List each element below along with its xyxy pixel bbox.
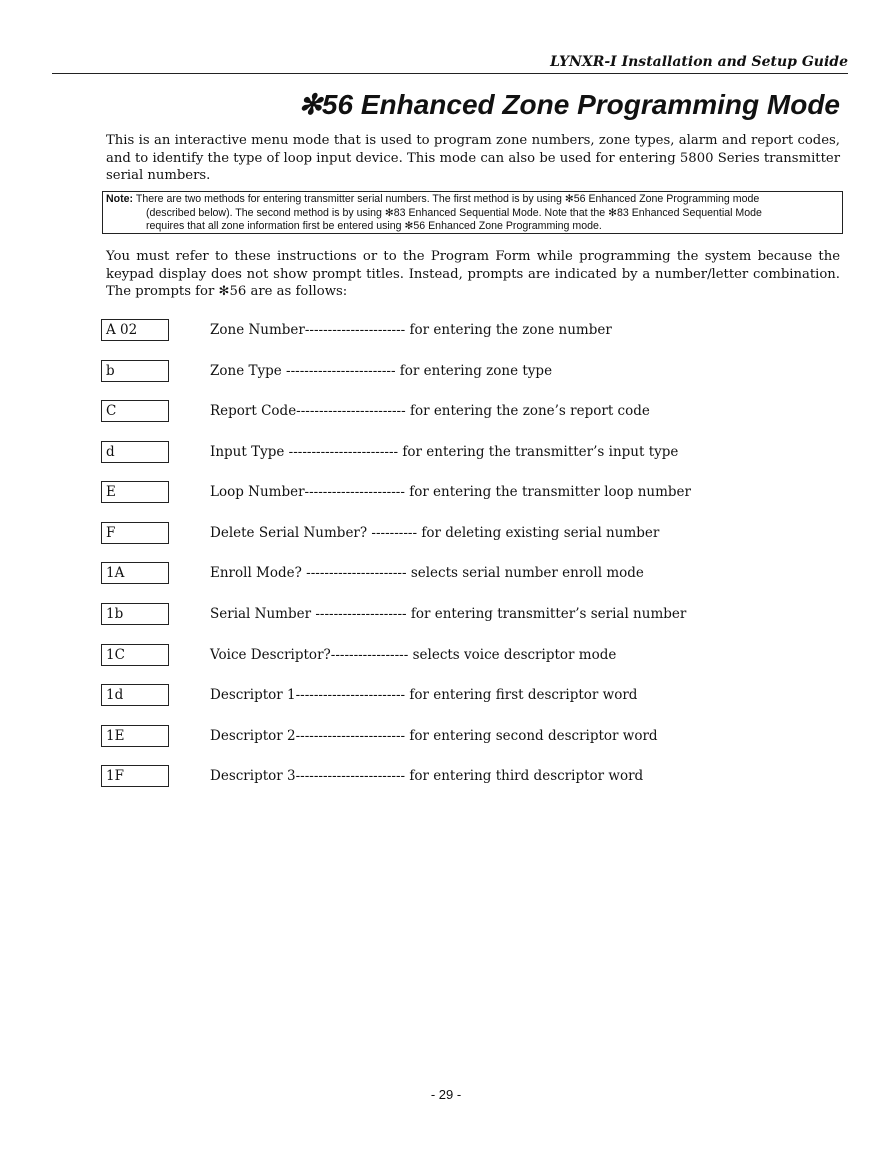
prompt-description: Delete Serial Number? ---------- for deleting existing serial number — [210, 525, 660, 541]
prompt-description: Zone Number---------------------- for entering the zone number — [210, 322, 612, 338]
prompt-code-box: 1C — [101, 644, 169, 666]
prompt-row — [0, 360, 892, 384]
prompt-code-box: F — [101, 522, 169, 544]
prompt-code-box: C — [101, 400, 169, 422]
prompt-description: Input Type ------------------------ for entering the transmitter’s input type — [210, 444, 679, 460]
prompt-row — [0, 319, 892, 343]
prompt-code-box: 1d — [101, 684, 169, 706]
prompt-description: Zone Type ------------------------ for entering zone type — [210, 363, 553, 379]
intro-paragraph: This is an interactive menu mode that is used to program zone numbers, zone types, alarm and report codes, and to identify the type of loop input device. This mode can also be used for entering 5800 Series transmitter serial numbers. — [106, 133, 840, 183]
note-line-2: (described below). The second method is by using ✻83 Enhanced Sequential Mode. Note that the ✻83 Enhanced Sequential Mode — [146, 206, 762, 219]
prompt-description: Serial Number -------------------- for entering transmitter’s serial number — [210, 606, 687, 622]
prompt-description: Enroll Mode? ---------------------- selects serial number enroll mode — [210, 565, 644, 581]
note-label: Note: — [106, 193, 134, 205]
note-box — [102, 191, 843, 234]
prompt-code-box: A 02 — [101, 319, 169, 341]
note-line-1 — [106, 193, 839, 207]
prompt-description: Voice Descriptor?----------------- selects voice descriptor mode — [210, 647, 617, 663]
running-header: LYNXR-I Installation and Setup Guide — [52, 53, 848, 74]
prompt-row — [0, 400, 892, 424]
prompt-description: Report Code------------------------ for entering the zone’s report code — [210, 403, 650, 419]
prompt-code-box: E — [101, 481, 169, 503]
prompt-row — [0, 725, 892, 749]
prompt-row — [0, 684, 892, 708]
prompt-row — [0, 441, 892, 465]
prompt-description: Descriptor 1------------------------ for entering first descriptor word — [210, 687, 638, 703]
prompt-code-box: 1E — [101, 725, 169, 747]
note-text-1: There are two methods for entering transmitter serial numbers. The first method is by using ✻56 Enhanced Zone Programming mode — [135, 193, 760, 205]
prompt-description: Descriptor 3------------------------ for entering third descriptor word — [210, 768, 644, 784]
prompt-code-box: 1A — [101, 562, 169, 584]
instructions-paragraph: You must refer to these instructions or to the Program Form while programming the system because the keypad display does not show prompt titles. Instead, prompts are indicated by a number/letter combination. The prompts for ✻56 are as follows: — [106, 249, 840, 299]
prompt-code-box: 1F — [101, 765, 169, 787]
prompt-row — [0, 603, 892, 627]
page-number: - 29 - — [430, 1087, 462, 1102]
prompt-code-box: b — [101, 360, 169, 382]
prompt-row — [0, 562, 892, 586]
prompt-row — [0, 765, 892, 789]
prompt-description: Loop Number---------------------- for entering the transmitter loop number — [210, 484, 691, 500]
prompt-code-box: d — [101, 441, 169, 463]
prompt-code-box: 1b — [101, 603, 169, 625]
page-title: ✻56 Enhanced Zone Programming Mode — [298, 89, 840, 120]
prompt-description: Descriptor 2------------------------ for entering second descriptor word — [210, 728, 658, 744]
note-line-3: requires that all zone information first be entered using ✻56 Enhanced Zone Programming mode. — [146, 220, 602, 232]
prompt-row — [0, 522, 892, 546]
prompt-row — [0, 481, 892, 505]
prompt-row — [0, 644, 892, 668]
